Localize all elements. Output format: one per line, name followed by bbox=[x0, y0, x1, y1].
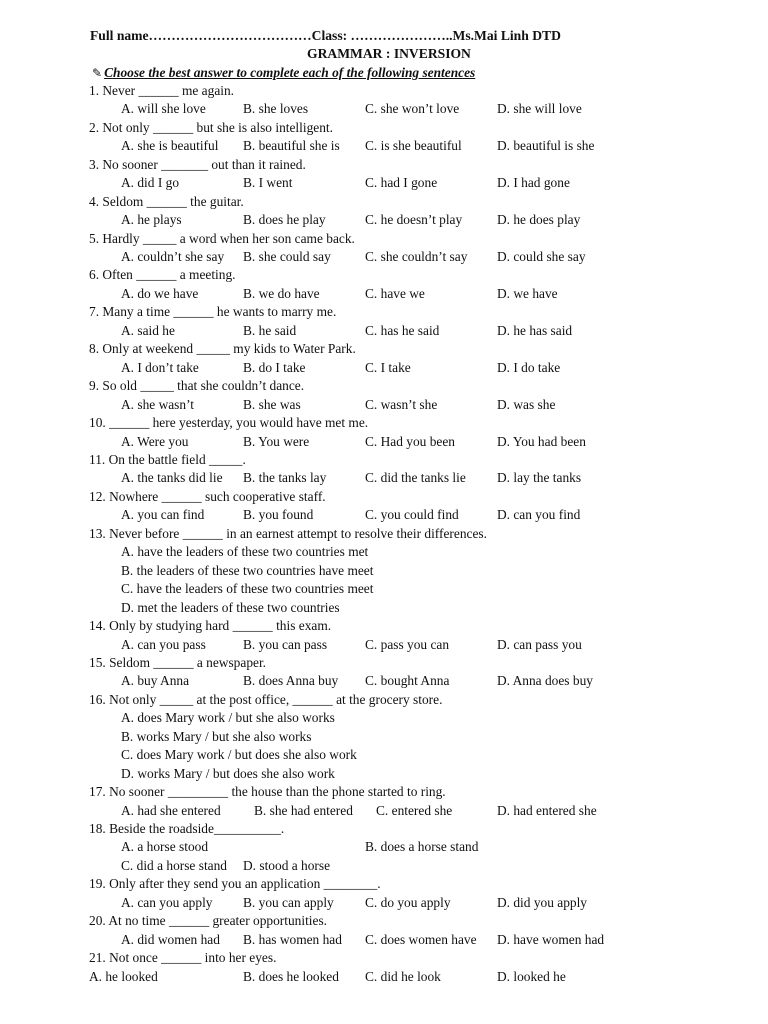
question-2-text: 2. Not only ______ but she is also intelligent. bbox=[89, 120, 333, 135]
question-17-option: D. had entered she bbox=[497, 803, 597, 818]
question-6-option: C. have we bbox=[365, 286, 425, 301]
question-7-text: 7. Many a time ______ he wants to marry me. bbox=[89, 304, 337, 319]
question-21-option: D. looked he bbox=[497, 969, 566, 984]
question-10-option: A. Were you bbox=[121, 434, 189, 449]
question-12-option: B. you found bbox=[243, 507, 314, 522]
question-17-option: C. entered she bbox=[376, 803, 453, 818]
question-5-option: A. couldn’t she say bbox=[121, 249, 225, 264]
question-5-option: C. she couldn’t say bbox=[365, 249, 468, 264]
question-16-option: D. works Mary / but does she also work bbox=[121, 766, 335, 781]
question-2-option: D. beautiful is she bbox=[497, 138, 595, 153]
question-17-text: 17. No sooner _________ the house than the phone started to ring. bbox=[89, 784, 446, 799]
question-3-option: C. had I gone bbox=[365, 175, 438, 190]
question-13-option: B. the leaders of these two countries have meet bbox=[121, 563, 374, 578]
question-20-option: B. has women had bbox=[243, 932, 342, 947]
header-name-class: Full name………………………………Class: …………………..Ms.Mai Linh DTD bbox=[90, 28, 561, 43]
question-7-option: C. has he said bbox=[365, 323, 440, 338]
question-6-option: A. do we have bbox=[121, 286, 199, 301]
page-title: GRAMMAR : INVERSION bbox=[307, 46, 471, 61]
question-9-option: C. wasn’t she bbox=[365, 397, 438, 412]
question-5-text: 5. Hardly _____ a word when her son came back. bbox=[89, 231, 355, 246]
question-21-option: C. did he look bbox=[365, 969, 441, 984]
pencil-icon: ✎ bbox=[92, 66, 103, 80]
question-4-option: D. he does play bbox=[497, 212, 581, 227]
question-11-option: B. the tanks lay bbox=[243, 470, 327, 485]
question-8-text: 8. Only at weekend _____ my kids to Water Park. bbox=[89, 341, 356, 356]
question-9-text: 9. So old _____ that she couldn’t dance. bbox=[89, 378, 305, 393]
question-13-option: D. met the leaders of these two countries bbox=[121, 600, 340, 615]
question-16-option: B. works Mary / but she also works bbox=[121, 729, 312, 744]
question-1-option: C. she won’t love bbox=[365, 101, 460, 116]
question-20-option: D. have women had bbox=[497, 932, 605, 947]
question-7-option: D. he has said bbox=[497, 323, 573, 338]
question-13-text: 13. Never before ______ in an earnest attempt to resolve their differences. bbox=[89, 526, 487, 541]
question-17-option: B. she had entered bbox=[254, 803, 353, 818]
question-14-option: B. you can pass bbox=[243, 637, 328, 652]
question-13-option: A. have the leaders of these two countries met bbox=[121, 544, 369, 559]
question-3-text: 3. No sooner _______ out than it rained. bbox=[89, 157, 306, 172]
question-16-text: 16. Not only _____ at the post office, ______ at the grocery store. bbox=[89, 692, 443, 707]
question-1-option: A. will she love bbox=[121, 101, 206, 116]
question-18-option: D. stood a horse bbox=[243, 858, 331, 873]
question-8-option: D. I do take bbox=[497, 360, 561, 375]
question-14-option: D. can pass you bbox=[497, 637, 582, 652]
question-7-option: A. said he bbox=[121, 323, 175, 338]
question-5-option: B. she could say bbox=[243, 249, 331, 264]
question-9-option: A. she wasn’t bbox=[121, 397, 195, 412]
question-20-text: 20. At no time ______ greater opportunities. bbox=[89, 913, 328, 928]
question-16-option: C. does Mary work / but does she also work bbox=[121, 747, 357, 762]
question-18-option: B. does a horse stand bbox=[365, 839, 479, 854]
question-4-option: A. he plays bbox=[121, 212, 182, 227]
question-19-option: A. can you apply bbox=[121, 895, 213, 910]
question-14-text: 14. Only by studying hard ______ this exam. bbox=[89, 618, 332, 633]
question-11-option: D. lay the tanks bbox=[497, 470, 582, 485]
question-2-option: B. beautiful she is bbox=[243, 138, 340, 153]
question-4-option: B. does he play bbox=[243, 212, 326, 227]
question-3-option: B. I went bbox=[243, 175, 293, 190]
question-21-option: A. he looked bbox=[89, 969, 158, 984]
question-12-text: 12. Nowhere ______ such cooperative staff. bbox=[89, 489, 326, 504]
instruction-text: Choose the best answer to complete each of the following sentences bbox=[104, 65, 476, 80]
question-10-option: D. You had been bbox=[497, 434, 586, 449]
question-8-option: C. I take bbox=[365, 360, 411, 375]
question-19-option: B. you can apply bbox=[243, 895, 334, 910]
question-1-option: D. she will love bbox=[497, 101, 582, 116]
question-1-option: B. she loves bbox=[243, 101, 309, 116]
question-10-text: 10. ______ here yesterday, you would have met me. bbox=[89, 415, 369, 430]
question-8-option: B. do I take bbox=[243, 360, 306, 375]
question-5-option: D. could she say bbox=[497, 249, 586, 264]
question-9-option: D. was she bbox=[497, 397, 556, 412]
question-12-option: D. can you find bbox=[497, 507, 581, 522]
question-9-option: B. she was bbox=[243, 397, 301, 412]
question-7-option: B. he said bbox=[243, 323, 297, 338]
question-15-option: D. Anna does buy bbox=[497, 673, 593, 688]
question-14-option: C. pass you can bbox=[365, 637, 450, 652]
question-1-text: 1. Never ______ me again. bbox=[89, 83, 235, 98]
question-16-option: A. does Mary work / but she also works bbox=[121, 710, 335, 725]
question-18-option: A. a horse stood bbox=[121, 839, 209, 854]
question-21-option: B. does he looked bbox=[243, 969, 339, 984]
instruction-line bbox=[92, 64, 475, 82]
question-15-option: A. buy Anna bbox=[121, 673, 190, 688]
question-18-option: C. did a horse stand bbox=[121, 858, 227, 873]
question-17-option: A. had she entered bbox=[121, 803, 221, 818]
question-2-option: A. she is beautiful bbox=[121, 138, 219, 153]
question-15-text: 15. Seldom ______ a newspaper. bbox=[89, 655, 267, 670]
question-6-option: B. we do have bbox=[243, 286, 320, 301]
question-3-option: D. I had gone bbox=[497, 175, 570, 190]
question-11-option: C. did the tanks lie bbox=[365, 470, 466, 485]
question-19-option: C. do you apply bbox=[365, 895, 451, 910]
question-6-text: 6. Often ______ a meeting. bbox=[89, 267, 236, 282]
question-14-option: A. can you pass bbox=[121, 637, 206, 652]
question-13-option: C. have the leaders of these two countries meet bbox=[121, 581, 374, 596]
question-4-option: C. he doesn’t play bbox=[365, 212, 463, 227]
question-19-text: 19. Only after they send you an application ________. bbox=[89, 876, 381, 891]
question-12-option: A. you can find bbox=[121, 507, 205, 522]
question-11-option: A. the tanks did lie bbox=[121, 470, 223, 485]
question-12-option: C. you could find bbox=[365, 507, 459, 522]
question-11-text: 11. On the battle field _____. bbox=[89, 452, 246, 467]
question-10-option: C. Had you been bbox=[365, 434, 455, 449]
question-20-option: C. does women have bbox=[365, 932, 477, 947]
question-18-text: 18. Beside the roadside__________. bbox=[89, 821, 285, 836]
question-8-option: A. I don’t take bbox=[121, 360, 199, 375]
question-15-option: B. does Anna buy bbox=[243, 673, 339, 688]
question-2-option: C. is she beautiful bbox=[365, 138, 462, 153]
question-6-option: D. we have bbox=[497, 286, 558, 301]
question-15-option: C. bought Anna bbox=[365, 673, 450, 688]
question-3-option: A. did I go bbox=[121, 175, 180, 190]
question-19-option: D. did you apply bbox=[497, 895, 588, 910]
question-21-text: 21. Not once ______ into her eyes. bbox=[89, 950, 277, 965]
question-4-text: 4. Seldom ______ the guitar. bbox=[89, 194, 244, 209]
question-10-option: B. You were bbox=[243, 434, 310, 449]
question-20-option: A. did women had bbox=[121, 932, 220, 947]
